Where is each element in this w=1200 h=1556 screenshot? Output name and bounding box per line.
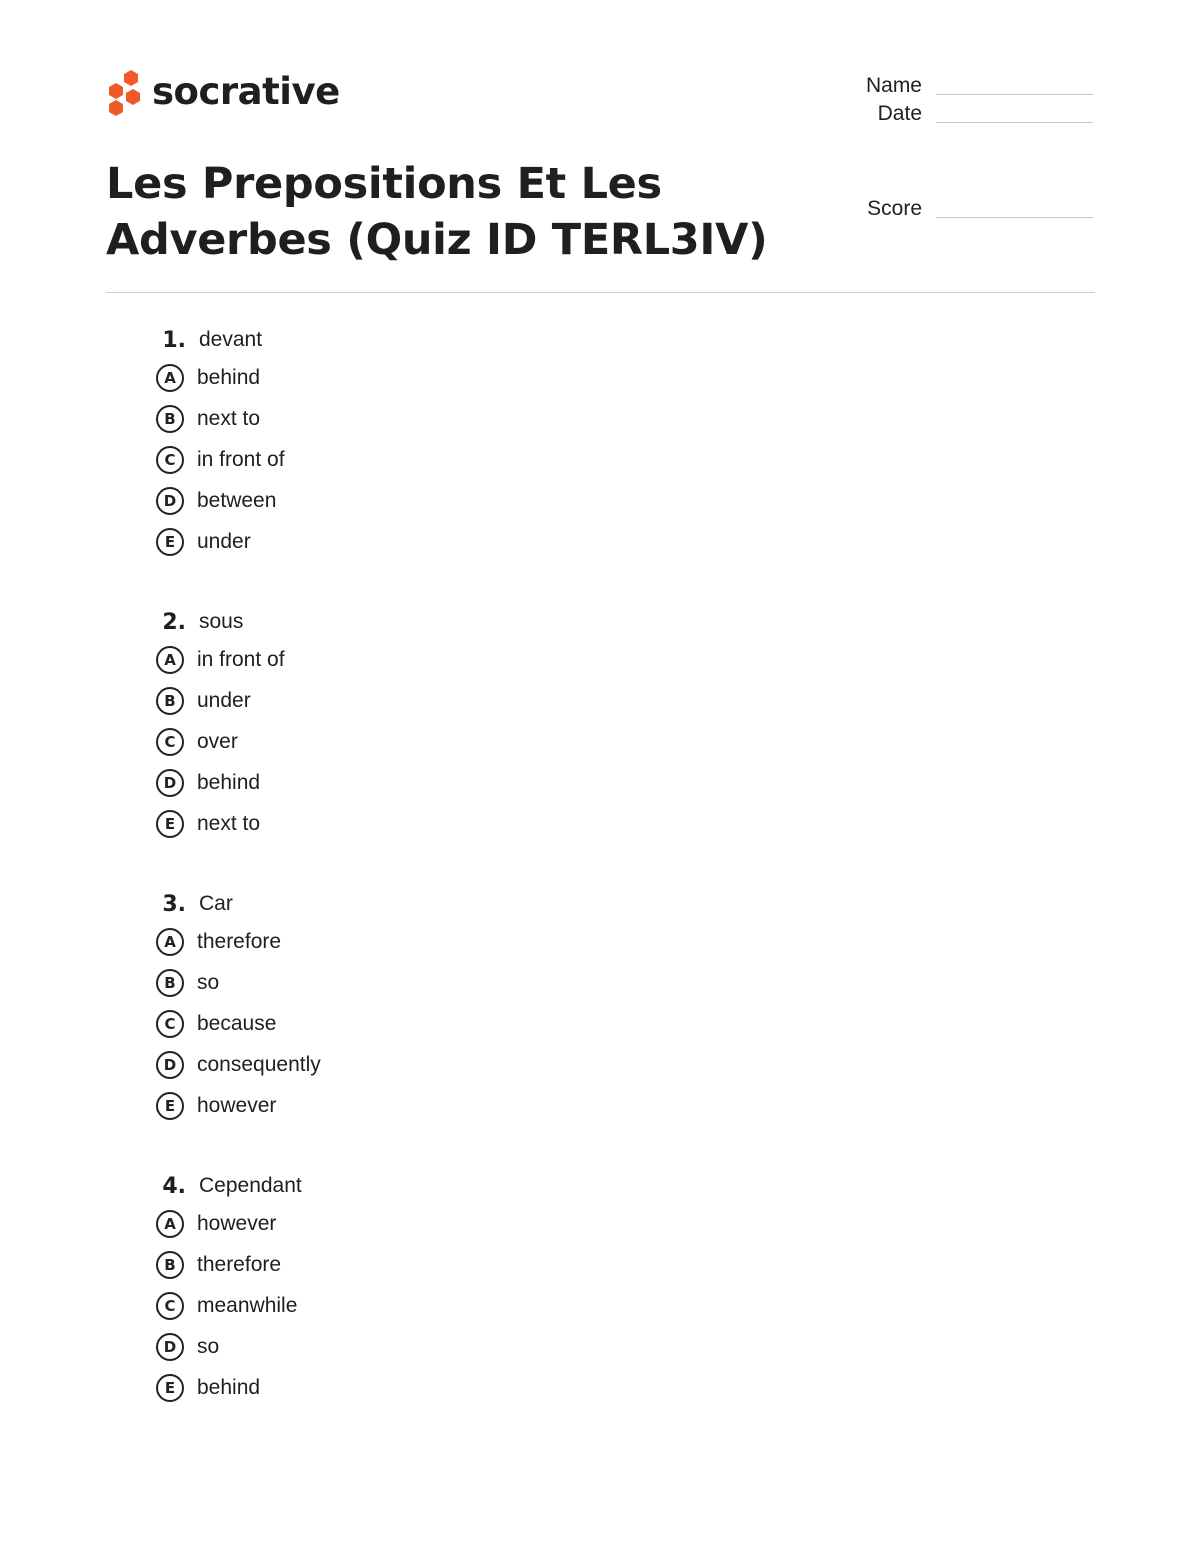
socrative-logo: [104, 68, 340, 118]
question-header: [156, 607, 756, 637]
question-text: sous: [199, 610, 244, 633]
option-text: under: [197, 529, 251, 553]
option-e[interactable]: [156, 521, 756, 562]
question-number: 4.: [162, 1173, 186, 1199]
question-header: [156, 1171, 756, 1201]
option-text: however: [197, 1211, 277, 1235]
header-divider: [106, 292, 1095, 293]
answer-bubble[interactable]: E: [156, 810, 184, 838]
option-text: under: [197, 688, 251, 712]
option-e[interactable]: [156, 1367, 756, 1408]
score-label: Score: [867, 197, 922, 220]
option-text: behind: [197, 365, 261, 389]
option-d[interactable]: [156, 1044, 756, 1085]
option-b[interactable]: [156, 398, 756, 439]
question-text: Cependant: [199, 1174, 302, 1197]
question-number: 2.: [162, 609, 186, 635]
option-text: so: [197, 1334, 220, 1358]
answer-bubble[interactable]: D: [156, 1333, 184, 1361]
option-a[interactable]: [156, 639, 756, 680]
brand-name: socrative: [152, 69, 340, 113]
name-field[interactable]: [858, 74, 1093, 98]
answer-bubble[interactable]: E: [156, 1092, 184, 1120]
answer-bubble[interactable]: A: [156, 1210, 184, 1238]
question-number: 1.: [162, 327, 186, 353]
answer-bubble[interactable]: C: [156, 728, 184, 756]
answer-bubble[interactable]: C: [156, 446, 184, 474]
option-a[interactable]: [156, 1203, 756, 1244]
option-e[interactable]: [156, 803, 756, 844]
question-1: [156, 325, 756, 607]
quiz-title: Les Prepositions Et Les Adverbes (Quiz ID TERL3IV): [106, 159, 768, 265]
answer-bubble[interactable]: A: [156, 928, 184, 956]
answer-bubble[interactable]: A: [156, 364, 184, 392]
question-4: [156, 1171, 756, 1453]
option-e[interactable]: [156, 1085, 756, 1126]
option-text: next to: [197, 406, 261, 430]
option-d[interactable]: [156, 480, 756, 521]
option-text: because: [197, 1011, 277, 1035]
question-header: [156, 325, 756, 355]
option-b[interactable]: [156, 1244, 756, 1285]
question-3: [156, 889, 756, 1171]
option-a[interactable]: [156, 921, 756, 962]
option-d[interactable]: [156, 1326, 756, 1367]
answer-bubble[interactable]: E: [156, 528, 184, 556]
answer-bubble[interactable]: E: [156, 1374, 184, 1402]
date-field[interactable]: [858, 102, 1093, 126]
option-c[interactable]: [156, 439, 756, 480]
question-number: 3.: [162, 891, 186, 917]
option-a[interactable]: [156, 357, 756, 398]
question-2: [156, 607, 756, 889]
option-text: consequently: [197, 1052, 321, 1076]
option-text: behind: [197, 770, 261, 794]
score-line[interactable]: [936, 217, 1093, 218]
option-text: meanwhile: [197, 1293, 298, 1317]
answer-bubble[interactable]: A: [156, 646, 184, 674]
answer-bubble[interactable]: C: [156, 1010, 184, 1038]
answer-bubble[interactable]: C: [156, 1292, 184, 1320]
question-header: [156, 889, 756, 919]
option-text: so: [197, 970, 220, 994]
answer-bubble[interactable]: B: [156, 405, 184, 433]
question-text: devant: [199, 328, 263, 351]
answer-bubble[interactable]: D: [156, 487, 184, 515]
name-line[interactable]: [936, 94, 1093, 95]
option-text: over: [197, 729, 238, 753]
option-text: between: [197, 488, 277, 512]
option-text: however: [197, 1093, 277, 1117]
option-text: next to: [197, 811, 261, 835]
answer-bubble[interactable]: D: [156, 769, 184, 797]
option-b[interactable]: [156, 680, 756, 721]
option-d[interactable]: [156, 762, 756, 803]
answer-bubble[interactable]: D: [156, 1051, 184, 1079]
date-label: Date: [877, 102, 922, 125]
date-line[interactable]: [936, 122, 1093, 123]
answer-bubble[interactable]: B: [156, 1251, 184, 1279]
option-text: therefore: [197, 929, 282, 953]
score-field[interactable]: [858, 197, 1093, 221]
name-label: Name: [865, 74, 922, 97]
option-text: therefore: [197, 1252, 282, 1276]
answer-bubble[interactable]: B: [156, 969, 184, 997]
option-text: in front of: [197, 447, 285, 471]
option-c[interactable]: [156, 1285, 756, 1326]
option-c[interactable]: [156, 721, 756, 762]
option-c[interactable]: [156, 1003, 756, 1044]
question-list: [156, 325, 756, 1453]
option-b[interactable]: [156, 962, 756, 1003]
option-text: behind: [197, 1375, 261, 1399]
question-text: Car: [199, 892, 233, 915]
option-text: in front of: [197, 647, 285, 671]
answer-bubble[interactable]: B: [156, 687, 184, 715]
hexagon-cluster-icon: [104, 69, 142, 117]
